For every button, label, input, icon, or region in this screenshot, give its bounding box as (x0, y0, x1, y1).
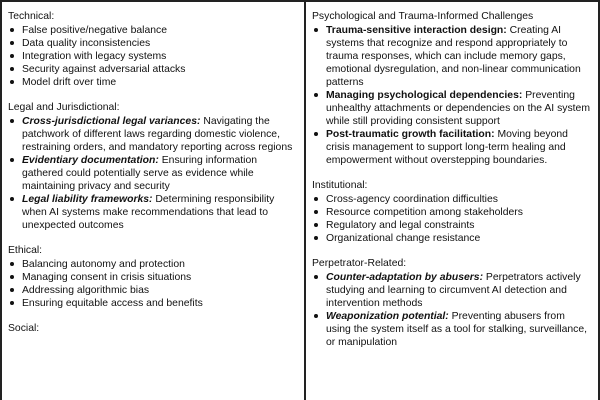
list-item: Ensuring equitable access and benefits (8, 297, 298, 310)
institutional-heading: Institutional: (312, 180, 368, 191)
item-text: Creating AI systems that recognize and respond appropriately to trauma responses, which can include memory gaps, emotional dysregulation, and non-linear communication patterns (326, 25, 581, 88)
ethical-section (8, 244, 298, 310)
item-term: Weaponization potential: (326, 311, 449, 322)
legal-section (8, 101, 298, 232)
item-text: Preventing abusers from using the system itself as a tool for stalking, surveillance, or manipulation (326, 311, 588, 348)
psych-list (312, 24, 590, 167)
list-item (8, 115, 298, 154)
item-term: Evidentiary documentation: (22, 155, 159, 166)
left-border (0, 0, 2, 400)
list-item (8, 193, 298, 232)
social-heading: Social: (8, 323, 40, 334)
list-item: Security against adversarial attacks (8, 63, 298, 76)
technical-heading: Technical: (8, 11, 55, 22)
perpetrator-list (312, 271, 590, 349)
list-item: Organizational change resistance (312, 232, 590, 245)
item-text: Ensuring information gathered could potentially serve as evidence while maintaining privacy and security (22, 155, 258, 192)
list-item: False positive/negative balance (8, 24, 298, 37)
item-text: Moving beyond crisis management to support long-term healing and empowerment without overstepping boundaries. (326, 129, 568, 166)
list-item: Integration with legacy systems (8, 50, 298, 63)
legal-heading: Legal and Jurisdictional: (8, 102, 120, 113)
list-item (312, 310, 590, 349)
item-term: Post-traumatic growth facilitation: (326, 129, 495, 140)
social-section (8, 322, 298, 335)
item-text: Navigating the patchwork of different laws regarding domestic violence, restraining orders, and mandatory reporting across regions (22, 116, 293, 153)
right-column (312, 4, 590, 361)
list-item: Data quality inconsistencies (8, 37, 298, 50)
list-item: Balancing autonomy and protection (8, 258, 298, 271)
item-text: Perpetrators actively studying and learning to circumvent AI detection and intervention methods (326, 272, 581, 309)
column-divider (304, 0, 306, 400)
top-rule (0, 0, 600, 2)
institutional-section (312, 179, 590, 245)
psych-heading: Psychological and Trauma-Informed Challenges (312, 11, 534, 22)
list-item (312, 89, 590, 128)
left-column (8, 4, 298, 347)
ethical-list (8, 258, 298, 310)
list-item (312, 128, 590, 167)
list-item: Managing consent in crisis situations (8, 271, 298, 284)
list-item (8, 154, 298, 193)
list-item: Addressing algorithmic bias (8, 284, 298, 297)
list-item (312, 24, 590, 89)
technical-section (8, 10, 298, 89)
item-term: Managing psychological dependencies: (326, 90, 523, 101)
list-item (312, 271, 590, 310)
legal-list (8, 115, 298, 232)
list-item: Regulatory and legal constraints (312, 219, 590, 232)
perpetrator-section (312, 257, 590, 349)
item-term: Trauma-sensitive interaction design: (326, 25, 507, 36)
psych-section (312, 10, 590, 167)
list-item: Resource competition among stakeholders (312, 206, 590, 219)
item-term: Cross-jurisdictional legal variances: (22, 116, 201, 127)
item-term: Counter-adaptation by abusers: (326, 272, 484, 283)
list-item: Model drift over time (8, 76, 298, 89)
list-item: Cross-agency coordination difficulties (312, 193, 590, 206)
ethical-heading: Ethical: (8, 245, 43, 256)
item-text: Determining responsibility when AI systems make recommendations that lead to unexpected outcomes (22, 194, 275, 231)
item-text: Preventing unhealthy attachments or dependencies on the AI system while still providing consistent support (326, 90, 590, 127)
item-term: Legal liability frameworks: (22, 194, 153, 205)
technical-list (8, 24, 298, 89)
institutional-list (312, 193, 590, 245)
perpetrator-heading: Perpetrator-Related: (312, 258, 407, 269)
